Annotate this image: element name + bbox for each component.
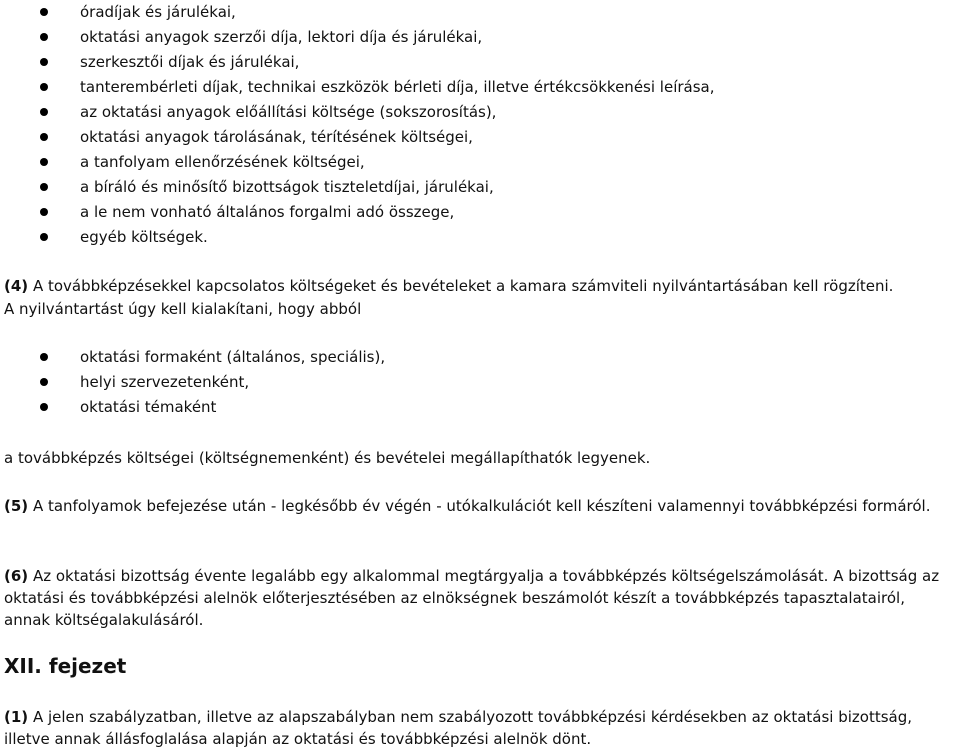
bullet-icon [40, 403, 48, 411]
list-item [0, 200, 715, 225]
bullet-icon [40, 33, 48, 41]
list-item-text: a tanfolyam ellenőrzésének költségei, [80, 153, 365, 171]
chapter-heading: XII. fejezet [4, 654, 127, 678]
bullet-icon [40, 133, 48, 141]
list-item [0, 100, 715, 125]
bullet-icon [40, 378, 48, 386]
list-item [0, 0, 715, 25]
list-item-text: oktatási témaként [80, 398, 217, 416]
paragraph-number: (5) [4, 497, 29, 515]
list-item [0, 125, 715, 150]
list-item [0, 75, 715, 100]
paragraph-text: A tanfolyamok befejezése után - legkésőbb év végén - utókalkulációt kell készíteni valamennyi továbbképzési formáról. [32, 497, 931, 515]
cost-items-list [0, 0, 715, 250]
bullet-icon [40, 8, 48, 16]
paragraph-4 [4, 275, 954, 297]
bullet-icon [40, 183, 48, 191]
record-breakdown-list [0, 345, 385, 420]
bullet-icon [40, 208, 48, 216]
list-item-text: egyéb költségek. [80, 228, 208, 246]
list-item [0, 225, 715, 250]
paragraph-5 [4, 495, 954, 517]
list-item [0, 25, 715, 50]
list-item [0, 50, 715, 75]
bullet-icon [40, 108, 48, 116]
list-item [0, 175, 715, 200]
list-item-text: az oktatási anyagok előállítási költsége (sokszorosítás), [80, 103, 497, 121]
list-item-text: helyi szervezetenként, [80, 373, 250, 391]
list-item [0, 395, 385, 420]
list-item [0, 345, 385, 370]
list-item-text: a le nem vonható általános forgalmi adó összege, [80, 203, 455, 221]
bullet-icon [40, 83, 48, 91]
list-item-text: oktatási formaként (általános, speciális), [80, 348, 386, 366]
summary-paragraph: a továbbképzés költségei (költségnemenként) és bevételei megállapíthatók legyenek. [4, 449, 651, 467]
bullet-icon [40, 58, 48, 66]
paragraph-6 [4, 565, 954, 631]
paragraph-number: (4) [4, 277, 29, 295]
paragraph-number: (6) [4, 567, 29, 585]
bullet-icon [40, 353, 48, 361]
list-item [0, 370, 385, 395]
bullet-icon [40, 158, 48, 166]
paragraph-1 [4, 706, 954, 750]
list-item-text: oktatási anyagok szerzői díja, lektori díja és járulékai, [80, 28, 483, 46]
list-item-text: tanterembérleti díjak, technikai eszközök bérleti díja, illetve értékcsökkenési leírása, [80, 78, 715, 96]
paragraph-4-continuation: A nyilvántartást úgy kell kialakítani, hogy abból [4, 300, 362, 318]
list-item-text: szerkesztői díjak és járulékai, [80, 53, 300, 71]
list-item-text: a bíráló és minősítő bizottságok tiszteletdíjai, járulékai, [80, 178, 494, 196]
paragraph-number: (1) [4, 708, 29, 726]
list-item-text: óradíjak és járulékai, [80, 3, 236, 21]
list-item [0, 150, 715, 175]
bullet-icon [40, 233, 48, 241]
paragraph-text: A jelen szabályzatban, illetve az alapszabályban nem szabályozott továbbképzési kérdésekben az oktatási bizottság, illetve annak állásfoglalása alapján az oktatási és továbbképzési alelnök dönt. [4, 708, 913, 748]
paragraph-text: A továbbképzésekkel kapcsolatos költségeket és bevételeket a kamara számviteli nyilvántartásában kell rögzíteni. [32, 277, 894, 295]
list-item-text: oktatási anyagok tárolásának, térítésének költségei, [80, 128, 473, 146]
paragraph-text: Az oktatási bizottság évente legalább egy alkalommal megtárgyalja a továbbképzés költségelszámolását. A bizottság az oktatási és továbbképzési alelnök előterjesztésében az elnökségnek beszámolót készít a továbbképzés tapasztalatairól, annak költségalakulásáról. [4, 567, 940, 629]
